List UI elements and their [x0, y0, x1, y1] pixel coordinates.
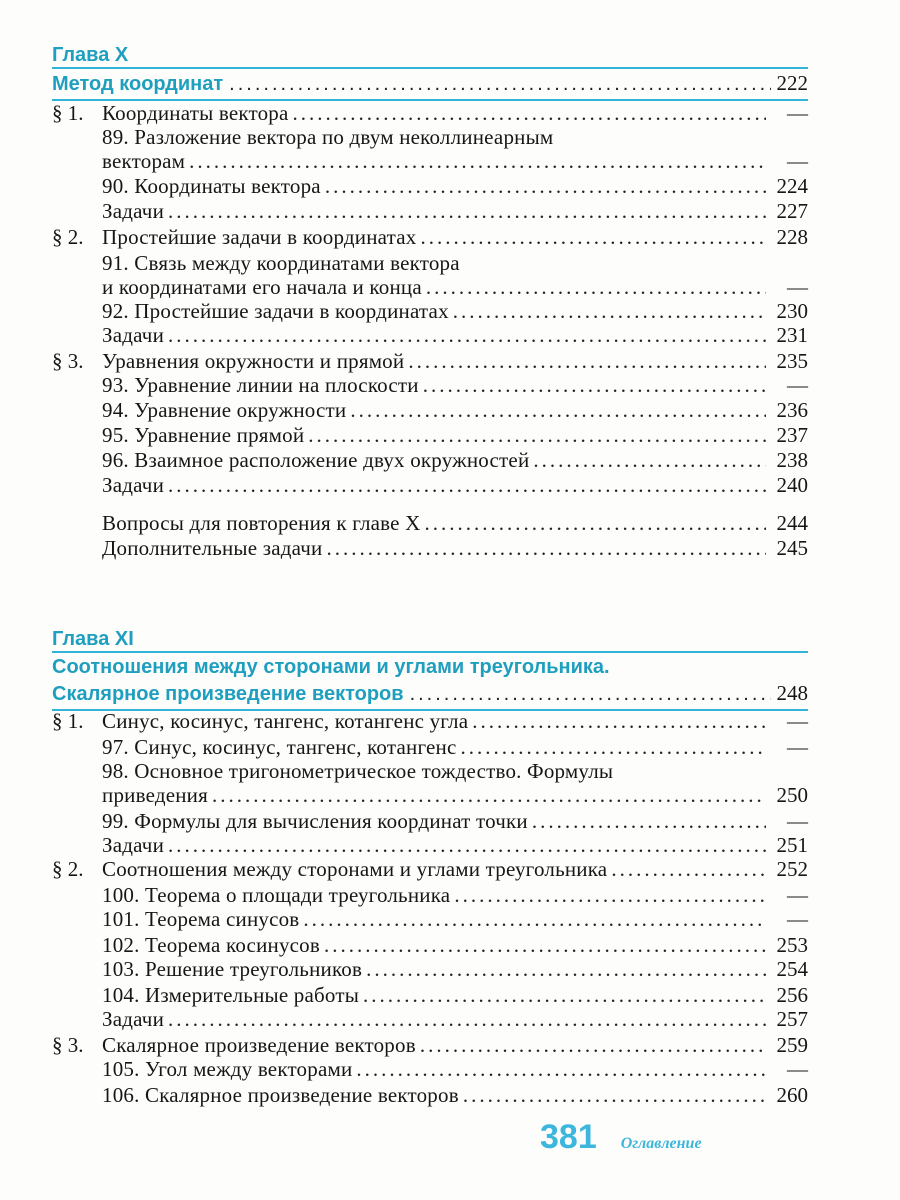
leader-dots [168, 198, 766, 224]
entry-title: приведения [102, 783, 208, 807]
entry-page: 231 [776, 323, 808, 347]
entry-page: — [787, 373, 808, 397]
leader-dots [363, 982, 766, 1008]
chapter-11-heading: Глава XI [52, 628, 134, 650]
entry-title: 91. Связь между координатами вектора [102, 251, 460, 275]
chapter-11-rule [52, 651, 808, 653]
page-footer [540, 1118, 702, 1157]
entry-title: 99. Формулы для вычисления координат точки [102, 809, 528, 833]
chapter-10-heading: Глава X [52, 44, 129, 66]
entry-page: 230 [776, 299, 808, 323]
entry-title: Синус, косинус, тангенс, котангенс угла [102, 709, 469, 733]
entry-title: Простейшие задачи в координатах [102, 225, 417, 249]
entry-title: Вопросы для повторения к главе X [102, 511, 421, 535]
toc-entry[interactable] [52, 422, 808, 448]
toc-entry[interactable] [52, 348, 808, 374]
toc-entry[interactable] [52, 472, 808, 498]
leader-dots [420, 224, 766, 250]
leader-dots [423, 372, 766, 398]
chapter-10-title: Метод координат [52, 73, 224, 95]
entry-page: — [787, 907, 808, 931]
leader-dots [229, 73, 770, 96]
leader-dots [168, 1006, 766, 1032]
leader-dots [356, 1056, 766, 1082]
toc-entry[interactable] [52, 124, 808, 150]
section-marker: § 2. [52, 225, 84, 249]
leader-dots [168, 832, 766, 858]
entry-page: — [787, 709, 808, 733]
toc-entry[interactable] [52, 372, 808, 398]
toc-entry[interactable] [52, 734, 808, 760]
leader-dots [189, 148, 766, 174]
entry-title: Задачи [102, 199, 165, 223]
section-marker: § 3. [52, 1033, 84, 1057]
entry-title: 101. Теорема синусов [102, 907, 300, 931]
leader-dots [454, 882, 766, 908]
entry-page: 228 [776, 225, 808, 249]
leader-dots [303, 906, 766, 932]
leader-dots [426, 274, 766, 300]
chapter-10-title-line[interactable] [52, 68, 808, 96]
toc-entry[interactable] [52, 906, 808, 932]
entry-page: 259 [776, 1033, 808, 1057]
leader-dots [168, 472, 766, 498]
toc-entry[interactable] [52, 856, 808, 882]
chapter-11-title-line[interactable] [52, 678, 808, 706]
leader-dots [420, 1032, 766, 1058]
leader-dots [212, 782, 766, 808]
toc-entry[interactable] [52, 322, 808, 348]
leader-dots [532, 808, 766, 834]
leader-dots [366, 956, 766, 982]
entry-page: — [787, 1057, 808, 1081]
entry-page: 257 [776, 1007, 808, 1031]
entry-title: 103. Решение треугольников [102, 957, 363, 981]
entry-title: Дополнительные задачи [102, 536, 323, 560]
chapter-11-title-line1: Соотношения между сторонами и углами треугольника. [52, 656, 610, 678]
toc-entry[interactable] [52, 832, 808, 858]
toc-entry[interactable] [52, 148, 808, 174]
entry-page: — [787, 101, 808, 125]
entry-page: 224 [776, 174, 808, 198]
entry-page: 254 [776, 957, 808, 981]
entry-title: 93. Уравнение линии на плоскости [102, 373, 419, 397]
entry-page: 238 [776, 448, 808, 472]
toc-entry[interactable] [52, 274, 808, 300]
entry-title: 90. Координаты вектора [102, 174, 321, 198]
entry-page: 256 [776, 983, 808, 1007]
leader-dots [611, 856, 766, 882]
entry-page: 245 [776, 536, 808, 560]
entry-title: Задачи [102, 1007, 165, 1031]
entry-page: — [787, 149, 808, 173]
section-marker: § 1. [52, 709, 84, 733]
leader-dots [453, 298, 766, 324]
entry-title: 92. Простейшие задачи в координатах [102, 299, 449, 323]
leader-dots [325, 173, 766, 199]
entry-page: 253 [776, 933, 808, 957]
entry-page: 260 [776, 1083, 808, 1107]
leader-dots [463, 1082, 766, 1108]
entry-page: 244 [776, 511, 808, 535]
toc-entry[interactable] [52, 758, 808, 784]
entry-title: Координаты вектора [102, 101, 289, 125]
leader-dots [293, 100, 766, 126]
toc-entry[interactable] [52, 882, 808, 908]
entry-page: — [787, 735, 808, 759]
toc-entry[interactable] [52, 808, 808, 834]
leader-dots [327, 535, 767, 561]
toc-entry[interactable] [52, 298, 808, 324]
toc-entry[interactable] [52, 510, 808, 536]
leader-dots [168, 322, 766, 348]
section-marker: § 3. [52, 349, 84, 373]
leader-dots [408, 348, 766, 374]
toc-entry[interactable] [52, 250, 808, 276]
leader-dots [324, 932, 766, 958]
entry-page: — [787, 883, 808, 907]
chapter-10-page: 222 [776, 71, 808, 95]
toc-entry[interactable] [52, 1032, 808, 1058]
entry-title: 89. Разложение вектора по двум неколлинеарным [102, 125, 554, 149]
entry-page: — [787, 809, 808, 833]
entry-page: 251 [776, 833, 808, 857]
toc-entry[interactable] [52, 198, 808, 224]
chapter-11-page: 248 [776, 681, 808, 705]
toc-entry[interactable] [52, 397, 808, 423]
leader-dots [472, 708, 766, 734]
toc-entry[interactable] [52, 982, 808, 1008]
toc-entry[interactable] [52, 224, 808, 250]
toc-entry[interactable] [52, 956, 808, 982]
toc-entry[interactable] [52, 1082, 808, 1108]
entry-title: 102. Теорема косинусов [102, 933, 320, 957]
toc-entry[interactable] [52, 173, 808, 199]
entry-title: Задачи [102, 323, 165, 347]
entry-page: 252 [776, 857, 808, 881]
toc-entry[interactable] [52, 932, 808, 958]
entry-title: векторам [102, 149, 186, 173]
leader-dots [350, 397, 766, 423]
entry-title: 95. Уравнение прямой [102, 423, 305, 447]
footer-label: Оглавление [620, 1135, 702, 1152]
toc-entry[interactable] [52, 1006, 808, 1032]
chapter-11-title: Скалярное произведение векторов [52, 683, 404, 705]
toc-entry[interactable] [52, 782, 808, 808]
entry-title: Задачи [102, 473, 165, 497]
toc-entry[interactable] [52, 100, 808, 126]
section-marker: § 2. [52, 857, 84, 881]
entry-title: Задачи [102, 833, 165, 857]
entry-title: 104. Измерительные работы [102, 983, 359, 1007]
entry-title: 98. Основное тригонометрическое тождество. Формулы [102, 759, 614, 783]
entry-title: Уравнения окружности и прямой [102, 349, 405, 373]
leader-dots [460, 734, 766, 760]
entry-page: 236 [776, 398, 808, 422]
entry-page: — [787, 275, 808, 299]
entry-title: 97. Синус, косинус, тангенс, котангенс [102, 735, 457, 759]
entry-title: и координатами его начала и конца [102, 275, 422, 299]
toc-entry[interactable] [52, 708, 808, 734]
section-marker: § 1. [52, 101, 84, 125]
entry-title: Соотношения между сторонами и углами треугольника [102, 857, 608, 881]
entry-page: 227 [776, 199, 808, 223]
entry-page: 237 [776, 423, 808, 447]
entry-title: 94. Уравнение окружности [102, 398, 347, 422]
leader-dots [425, 510, 767, 536]
entry-page: 235 [776, 349, 808, 373]
entry-page: 240 [776, 473, 808, 497]
leader-dots [410, 683, 771, 706]
entry-title: 96. Взаимное расположение двух окружностей [102, 448, 530, 472]
entry-title: 100. Теорема о площади треугольника [102, 883, 451, 907]
toc-entry[interactable] [52, 447, 808, 473]
toc-entry[interactable] [52, 535, 808, 561]
leader-dots [308, 422, 766, 448]
page-number: 381 [540, 1118, 597, 1156]
toc-entry[interactable] [52, 1056, 808, 1082]
entry-title: 106. Скалярное произведение векторов [102, 1083, 459, 1107]
entry-page: 250 [776, 783, 808, 807]
entry-title: 105. Угол между векторами [102, 1057, 353, 1081]
leader-dots [533, 447, 766, 473]
entry-title: Скалярное произведение векторов [102, 1033, 416, 1057]
